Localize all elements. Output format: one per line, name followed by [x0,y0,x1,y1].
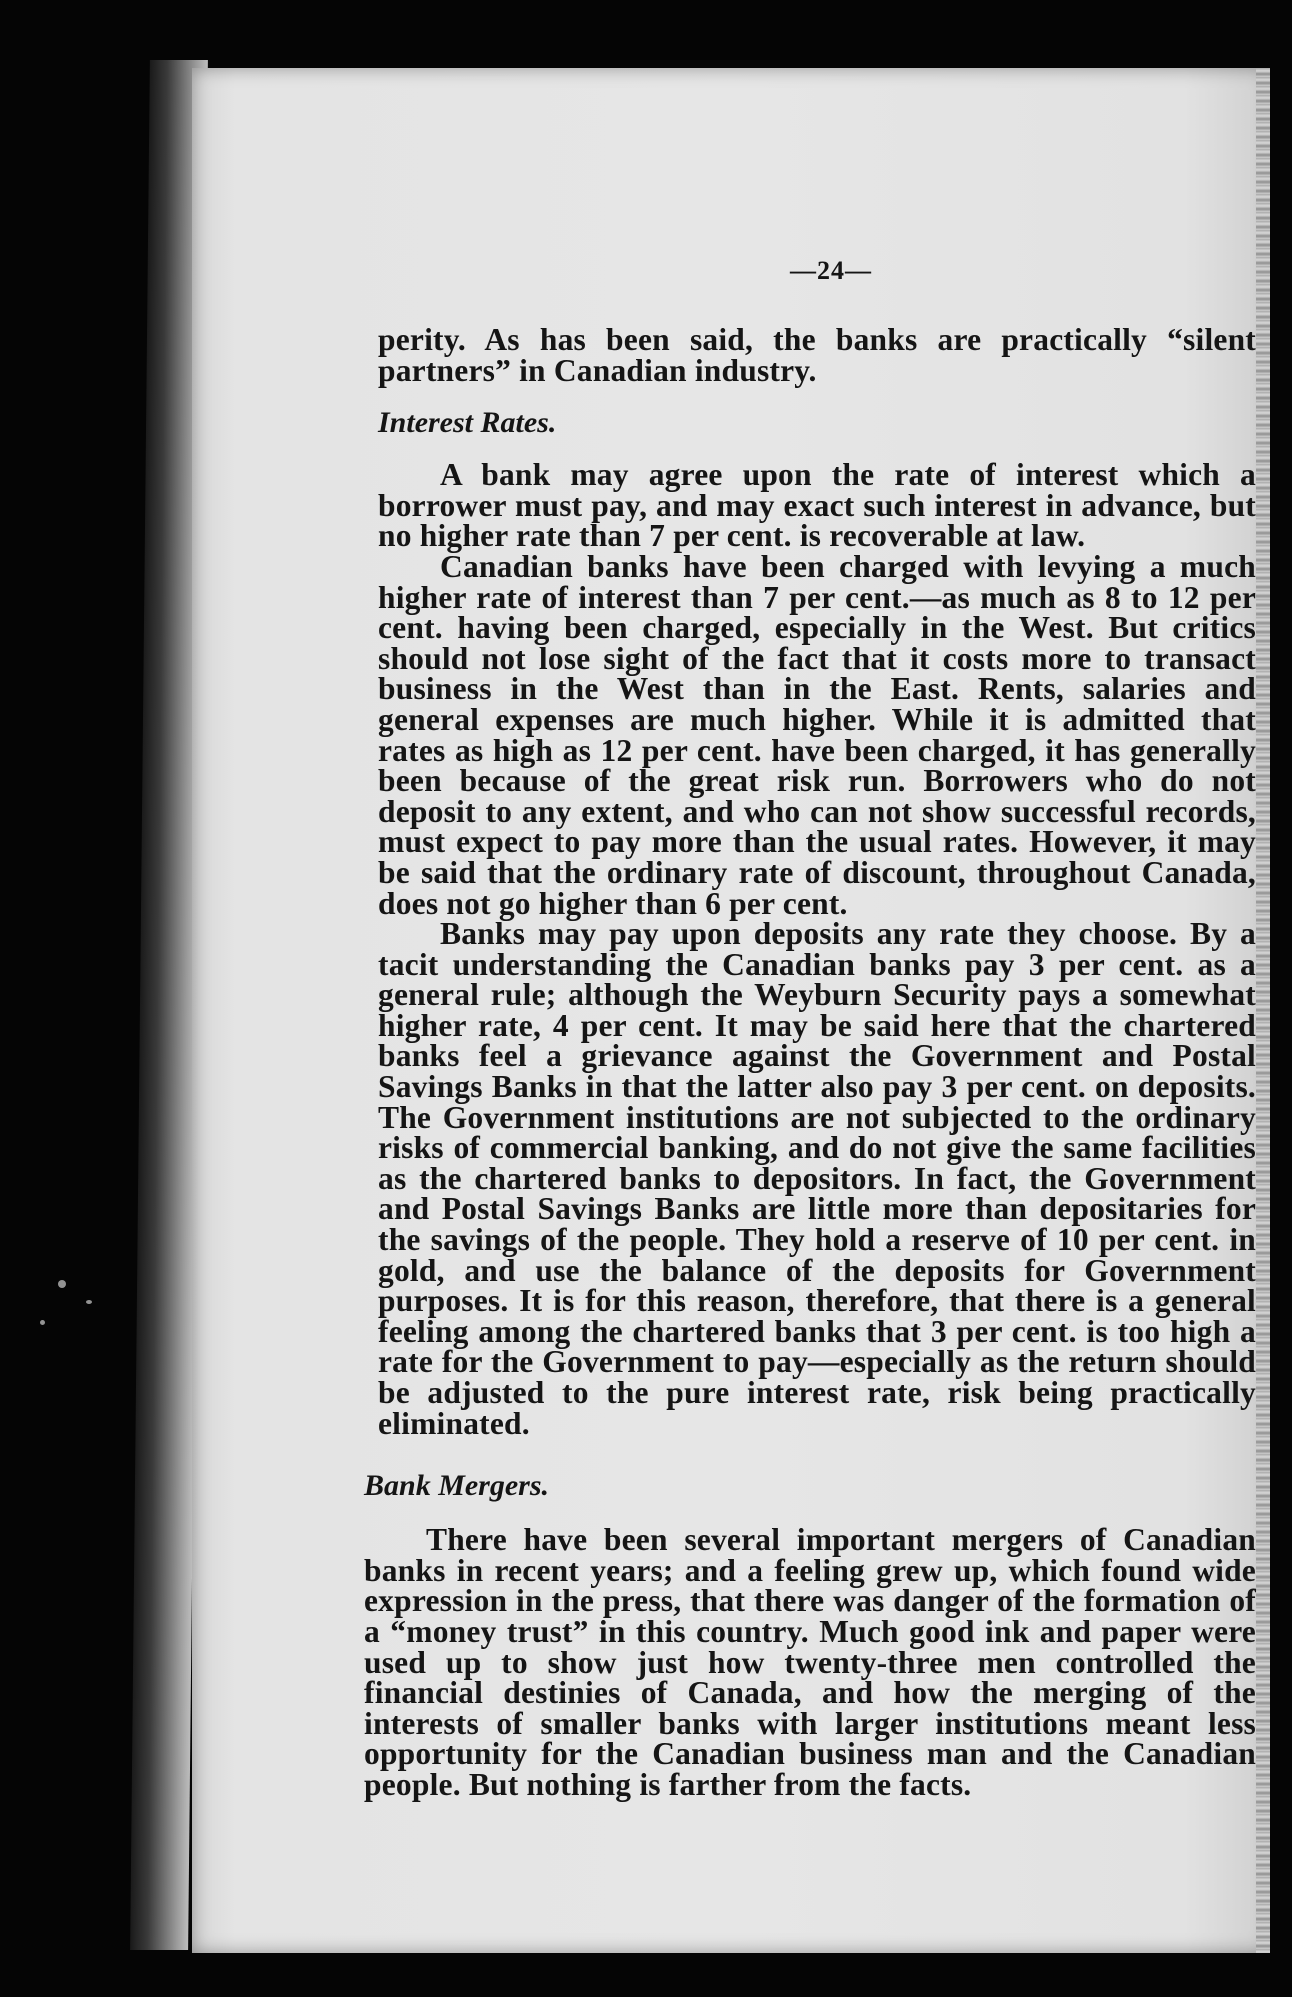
page-text [364,255,1256,1802]
paragraph: A bank may agree upon the rate of interest which a borrower must pay, and may exact such interest in advance, but no higher rate than 7 per cent. is recoverable at law. [378,457,1256,554]
scan-speck [40,1320,45,1325]
continuation-paragraph: perity. As has been said, the banks are practically “silent partners” in Canadian industry. [378,322,1256,388]
paragraph: Banks may pay upon deposits any rate they choose. By a tacit understanding the Canadian banks pay 3 per cent. as a general rule; although the Weyburn Security pays a somewhat higher rate, 4 per cent. It may be said here that the chartered banks feel a grievance against the Government and Postal Savings Banks in that the latter also pay 3 per cent. on deposits. The Government institutions are not subjected to the ordinary risks of commercial banking, and do not give the same facilities as the chartered banks to depositors. In fact, the Government and Postal Savings Banks are little more than depositaries for the savings of the people. They hold a reserve of 10 per cent. in gold, and use the balance of the deposits for Government purposes. It is for this reason, therefore, that there is a general feeling among the chartered banks that 3 per cent. is too high a rate for the Government to pay—especially as the return should be adjusted to the pure interest rate, risk being practically eliminated. [378,916,1256,1441]
scan-speck [58,1280,66,1288]
scan-speck [86,1300,92,1304]
section-heading-interest-rates: Interest Rates. [378,406,557,440]
page-edge [1256,68,1270,1953]
paragraph: There have been several important mergers of Canadian banks in recent years; and a feeling grew up, which found wide expression in the press, that there was danger of the formation of a “money trust” in this country. Much good ink and paper were used up to show just how twenty-three men controlled the financial destinies of Canada, and how the merging of the interests of smaller banks with larger institutions meant less opportunity for the Canadian business man and the Canadian people. But nothing is farther from the facts. [364,1522,1256,1802]
section-heading-bank-mergers: Bank Mergers. [364,1469,550,1503]
page-number: —24— [790,256,872,285]
paragraph: Canadian banks have been charged with levying a much higher rate of interest than 7 per cent.—as much as 8 to 12 per cent. having been charged, especially in the West. But critics should not lose sight of the fact that it costs more to transact business in the West than in the East. Rents, salaries and general expenses are much higher. While it is admitted that rates as high as 12 per cent. have been charged, it has generally been because of the great risk run. Borrowers who do not deposit to any extent, and who can not show successful records, must expect to pay more than the usual rates. However, it may be said that the ordinary rate of discount, throughout Canada, does not go higher than 6 per cent. [378,548,1256,921]
